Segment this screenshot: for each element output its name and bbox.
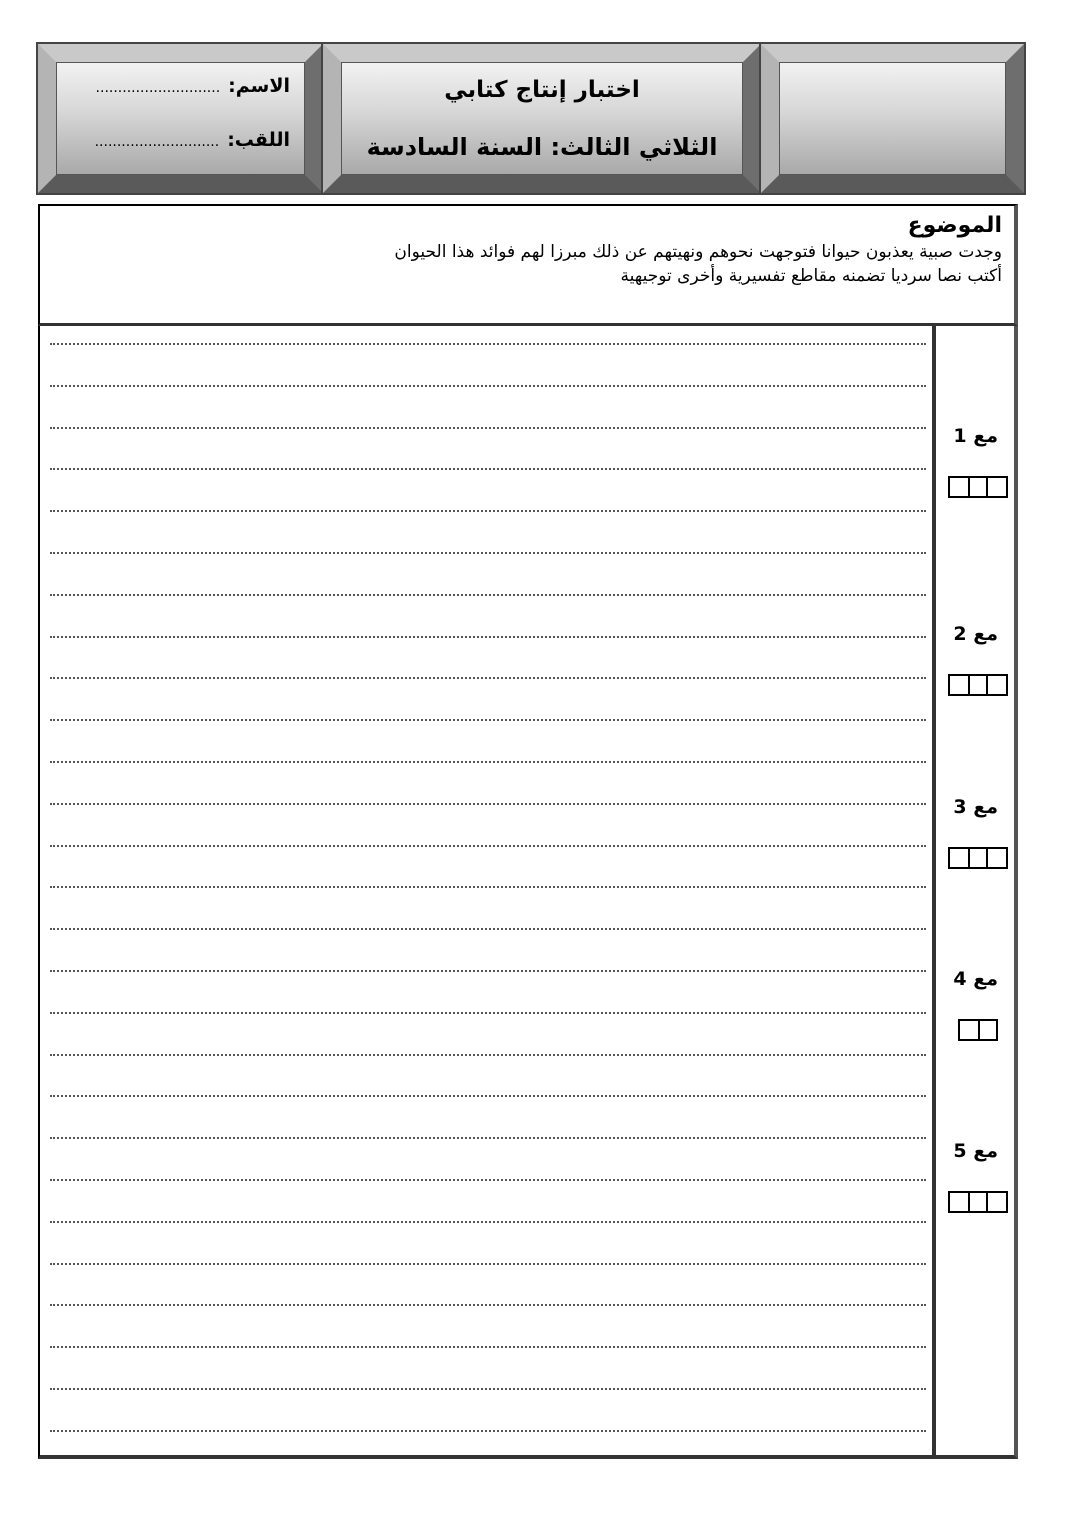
score-cell[interactable] bbox=[960, 1021, 978, 1039]
score-boxes[interactable] bbox=[958, 1019, 998, 1041]
writing-line[interactable] bbox=[50, 1095, 926, 1097]
writing-line[interactable] bbox=[50, 886, 926, 888]
name-row bbox=[96, 75, 290, 97]
exam-subtitle: الثلاثي الثالث: السنة السادسة bbox=[366, 133, 718, 161]
score-cell[interactable] bbox=[986, 478, 1004, 496]
score-cell[interactable] bbox=[950, 478, 968, 496]
criteria-panel bbox=[940, 326, 1014, 1455]
score-boxes[interactable] bbox=[948, 1191, 1008, 1213]
writing-line[interactable] bbox=[50, 468, 926, 470]
score-cell[interactable] bbox=[968, 478, 986, 496]
writing-line[interactable] bbox=[50, 510, 926, 512]
score-boxes[interactable] bbox=[948, 476, 1008, 498]
topic-line-2: أكتب نصا سرديا تضمنه مقاطع تفسيرية وأخرى توجيهية bbox=[620, 266, 1002, 286]
surname-label: اللقب: bbox=[227, 129, 290, 151]
criterion-label: مع 3 bbox=[953, 796, 998, 818]
writing-line[interactable] bbox=[50, 970, 926, 972]
name-field[interactable]: ............................ bbox=[95, 80, 221, 96]
criterion-label: مع 2 bbox=[953, 623, 998, 645]
score-cell[interactable] bbox=[968, 849, 986, 867]
writing-line[interactable] bbox=[50, 1179, 926, 1181]
exam-title-box bbox=[323, 44, 761, 193]
score-boxes[interactable] bbox=[948, 847, 1008, 869]
grade-box bbox=[761, 44, 1024, 193]
score-cell[interactable] bbox=[950, 1193, 968, 1211]
writing-line[interactable] bbox=[50, 719, 926, 721]
writing-line[interactable] bbox=[50, 1388, 926, 1390]
topic-line-1: وجدت صبية يعذبون حيوانا فتوجهت نحوهم ونهيتهم عن ذلك مبرزا لهم فوائد هذا الحيوان bbox=[394, 242, 1002, 262]
writing-line[interactable] bbox=[50, 385, 926, 387]
score-boxes[interactable] bbox=[948, 674, 1008, 696]
writing-line[interactable] bbox=[50, 1012, 926, 1014]
writing-line[interactable] bbox=[50, 1054, 926, 1056]
answer-lines-panel[interactable] bbox=[40, 326, 936, 1455]
writing-area bbox=[38, 326, 1018, 1459]
writing-line[interactable] bbox=[50, 761, 926, 763]
writing-line[interactable] bbox=[50, 594, 926, 596]
score-cell[interactable] bbox=[986, 849, 1004, 867]
writing-line[interactable] bbox=[50, 1304, 926, 1306]
student-info-box bbox=[38, 44, 323, 193]
writing-line[interactable] bbox=[50, 427, 926, 429]
exam-title: اختبار إنتاج كتابي bbox=[444, 77, 640, 103]
writing-line[interactable] bbox=[50, 1137, 926, 1139]
writing-line[interactable] bbox=[50, 1346, 926, 1348]
name-label: الاسم: bbox=[228, 75, 290, 97]
criterion-label: مع 5 bbox=[953, 1140, 998, 1162]
surname-field[interactable]: ............................ bbox=[94, 134, 220, 150]
writing-line[interactable] bbox=[50, 803, 926, 805]
score-cell[interactable] bbox=[986, 1193, 1004, 1211]
writing-line[interactable] bbox=[50, 1221, 926, 1223]
writing-line[interactable] bbox=[50, 677, 926, 679]
writing-line[interactable] bbox=[50, 552, 926, 554]
score-cell[interactable] bbox=[950, 676, 968, 694]
score-cell[interactable] bbox=[968, 676, 986, 694]
score-cell[interactable] bbox=[978, 1021, 996, 1039]
score-cell[interactable] bbox=[968, 1193, 986, 1211]
surname-row bbox=[95, 129, 290, 151]
topic-heading: الموضوع bbox=[907, 213, 1002, 238]
writing-line[interactable] bbox=[50, 636, 926, 638]
writing-line[interactable] bbox=[50, 845, 926, 847]
writing-line[interactable] bbox=[50, 1430, 926, 1432]
criterion-label: مع 1 bbox=[953, 425, 998, 447]
topic-box bbox=[38, 204, 1018, 326]
score-cell[interactable] bbox=[950, 849, 968, 867]
score-cell[interactable] bbox=[986, 676, 1004, 694]
writing-line[interactable] bbox=[50, 343, 926, 345]
writing-line[interactable] bbox=[50, 1263, 926, 1265]
criterion-label: مع 4 bbox=[953, 968, 998, 990]
writing-line[interactable] bbox=[50, 928, 926, 930]
